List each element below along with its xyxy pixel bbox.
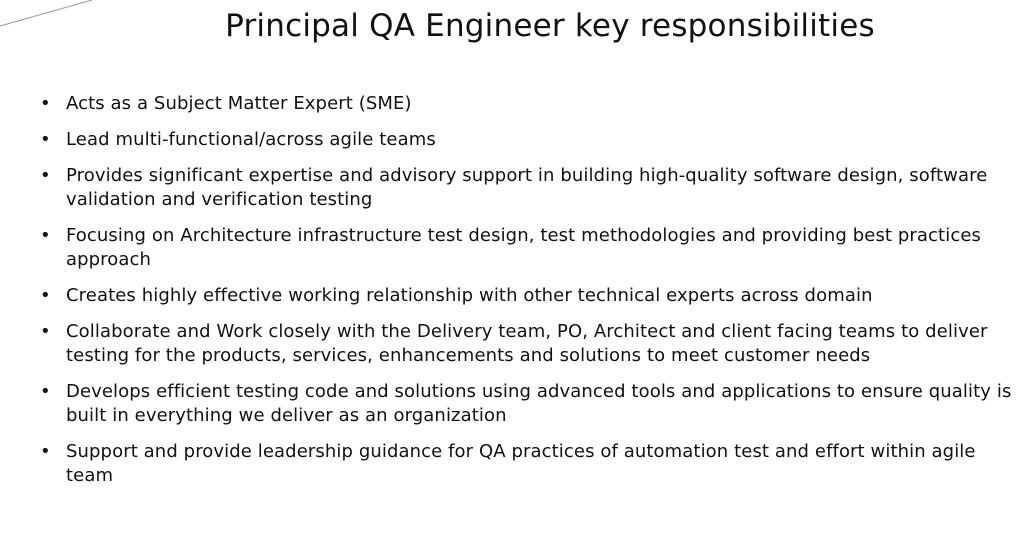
bullet-icon: • xyxy=(40,225,51,246)
list-item xyxy=(40,164,1015,212)
list-item xyxy=(40,440,1015,488)
list-item-text: Develops efficient testing code and solutions using advanced tools and applications to ensure quality is built in everything we deliver as an organization xyxy=(66,381,1012,426)
list-item xyxy=(40,92,1015,116)
bullet-icon: • xyxy=(40,381,51,402)
list-item-text: Acts as a Subject Matter Expert (SME) xyxy=(66,93,412,114)
list-item xyxy=(40,284,1015,308)
slide-title: Principal QA Engineer key responsibilities xyxy=(225,8,875,44)
bullet-icon: • xyxy=(40,165,51,186)
decorative-line xyxy=(0,0,100,30)
bullet-icon: • xyxy=(40,321,51,342)
bullet-icon: • xyxy=(40,285,51,306)
list-item-text: Provides significant expertise and advisory support in building high-quality software design, software validation and verification testing xyxy=(66,165,988,210)
bullet-icon: • xyxy=(40,93,51,114)
list-item-text: Collaborate and Work closely with the Delivery team, PO, Architect and client facing teams to deliver testing for the products, services, enhancements and solutions to meet customer needs xyxy=(66,321,988,366)
list-item xyxy=(40,380,1015,428)
list-item-text: Focusing on Architecture infrastructure test design, test methodologies and providing best practices approach xyxy=(66,225,981,270)
list-item xyxy=(40,128,1015,152)
list-item-text: Support and provide leadership guidance for QA practices of automation test and effort within agile team xyxy=(66,441,976,486)
responsibilities-list xyxy=(40,92,1015,500)
list-item xyxy=(40,224,1015,272)
list-item-text: Creates highly effective working relationship with other technical experts across domain xyxy=(66,285,873,306)
bullet-icon: • xyxy=(40,129,51,150)
bullet-icon: • xyxy=(40,441,51,462)
list-item-text: Lead multi-functional/across agile teams xyxy=(66,129,436,150)
list-item xyxy=(40,320,1015,368)
